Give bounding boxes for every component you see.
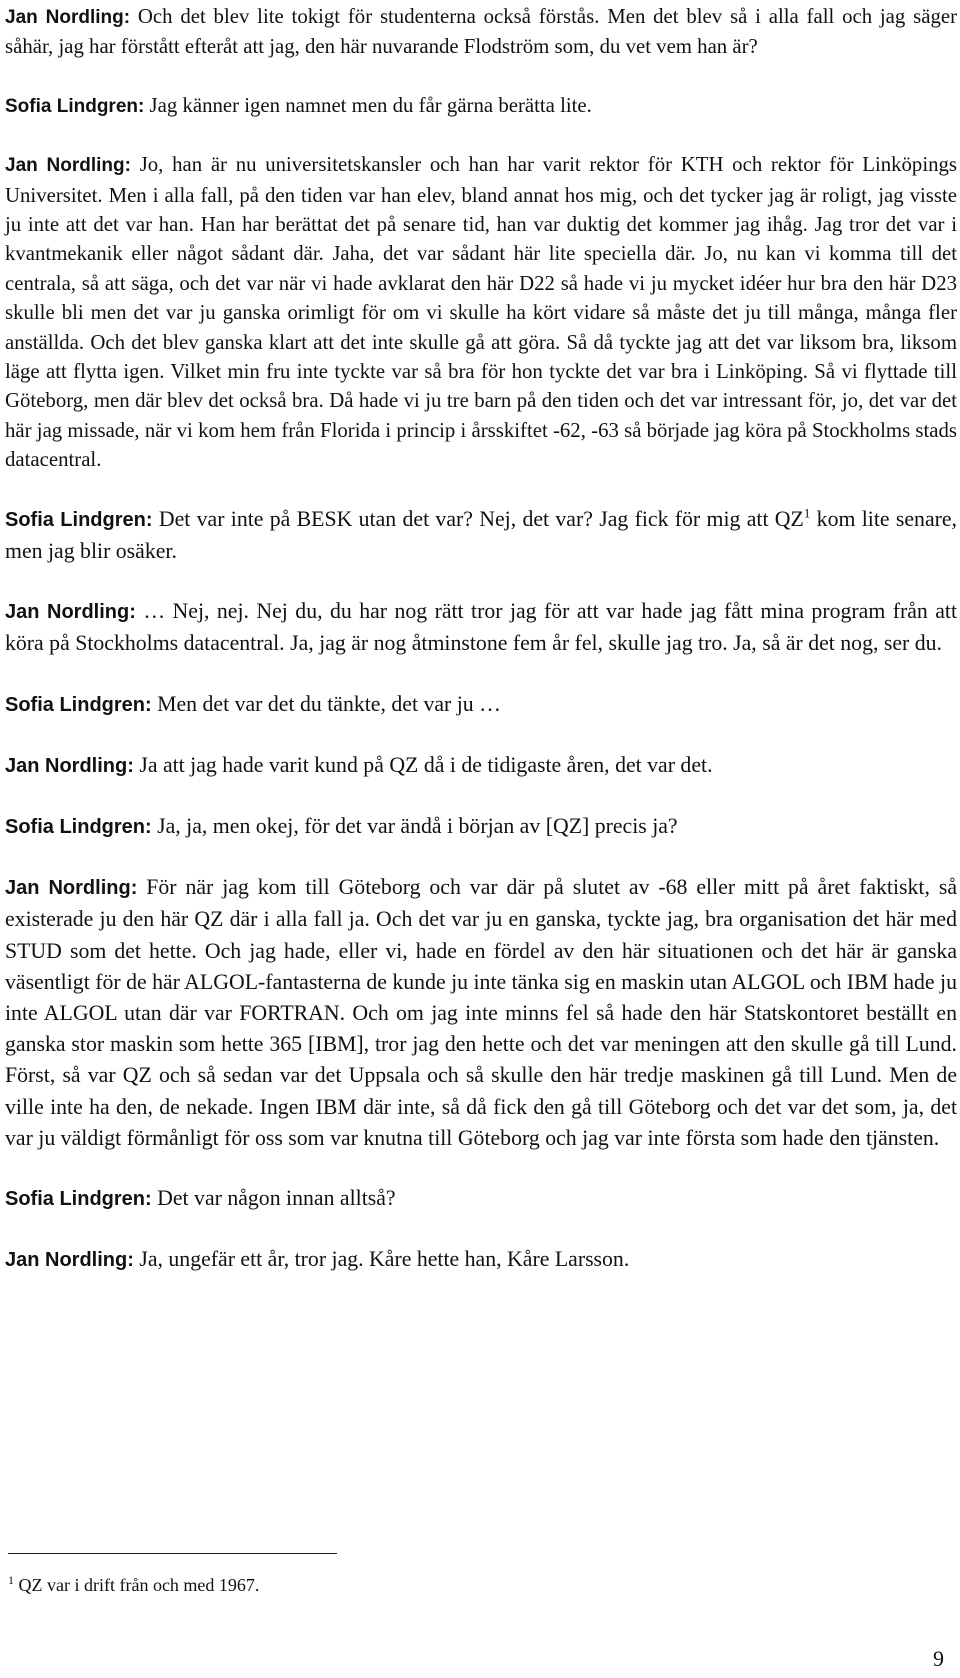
utterance-text: Ja, ungefär ett år, tror jag. Kåre hette han, Kåre Larsson. (139, 1247, 630, 1272)
transcript-paragraph (5, 2, 957, 62)
footnote-divider (8, 1553, 337, 1554)
speaker-name: Jan Nordling: (5, 877, 138, 900)
footnote-text: QZ var i drift från och med 1967. (18, 1575, 260, 1595)
transcript-paragraph (5, 811, 957, 843)
speaker-name: Sofia Lindgren: (5, 95, 145, 117)
speaker-name: Sofia Lindgren: (5, 508, 153, 531)
footnote (8, 1574, 259, 1596)
utterance-text: Ja att jag hade varit kund på QZ då i de tidigaste åren, det var det. (139, 752, 713, 777)
transcript-body (5, 0, 957, 1305)
transcript-paragraph (5, 1183, 957, 1215)
footnote-reference[interactable]: 1 (803, 505, 811, 521)
speaker-name: Jan Nordling: (5, 7, 131, 28)
transcript-paragraph (5, 872, 957, 1154)
transcript-paragraph (5, 91, 957, 121)
transcript-paragraph (5, 1244, 957, 1276)
transcript-paragraph (5, 504, 957, 567)
utterance-text: Jag känner igen namnet men du får gärna berätta lite. (149, 93, 592, 117)
utterance-text-continued: kom lite senare, men jag blir osäker. (5, 506, 958, 563)
footnote-number: 1 (8, 1573, 14, 1587)
transcript-paragraph (5, 750, 957, 782)
speaker-name: Sofia Lindgren: (5, 1187, 152, 1210)
utterance-text: Det var inte på BESK utan det var? Nej, det var? Jag fick för mig att QZ (158, 506, 804, 531)
speaker-name: Jan Nordling: (5, 601, 136, 624)
speaker-name: Jan Nordling: (5, 754, 134, 777)
speaker-name: Jan Nordling: (5, 1249, 134, 1272)
utterance-text: För när jag kom till Göteborg och var där på slutet av -68 eller mitt på året faktiskt, så existerade ju den här QZ där i alla fall ja. Och det var ju en ganska, tyckte jag, bra organisation det här med STUD som det hette. Och jag hade, eller vi, hade en fördel av den här situationen och det här är ganska väsentligt för de här ALGOL-fantasterna de kunde ju inte tänka sig en maskin utan ALGOL och IBM hade ju inte ALGOL utan där var FORTRAN. Och om jag inte minns fel så hade den här Statskontoret beställt en ganska stor maskin som hette 365 [IBM], tror jag den hette och det var meningen att den skulle gå till Lund. Först, så var QZ och så sedan var det Uppsala och så skulle den här tredje maskinen gå till Lund. Men de ville inte ha den, de nekade. Ingen IBM där inte, så då fick den gå till Göteborg och det var det som, ja, det var ju väldigt förmånligt för oss som var knutna till Göteborg och jag var inte första som hade den tjänsten. (5, 875, 958, 1150)
utterance-text: Jo, han är nu universitetskansler och han har varit rektor för KTH och rektor för Linköpings Universitet. Men i alla fall, på den tiden var han elev, bland annat hos mig, och det tycker jag är roligt, jag visste ju inte att det var han. Han har berättat det på senare tid, han var duktig det kommer jag ihåg. Jag tror det var i kvantmekanik eller något sådant där. Jaha, det var sådant här lite speciella där. Jo, nu kan vi komma till det centrala, så att säga, och det var när vi hade avklarat den här D22 så hade vi ju mycket idéer hur bra den här D23 skulle bli men det var ju ganska orimligt för om vi skulle ha kört vidare så måste det ju till många, många fler anställda. Och det blev ganska klart att det inte skulle gå att göra. Så då tyckte jag att det var liksom bra, liksom läge att flytta igen. Vilket min fru inte tyckte var så bra för hon tyckte det var bra i Linköping. Så vi flyttade till Göteborg, men där blev det också bra. Då hade vi ju tre barn på den tiden och det var intressant för, jo, det var det här jag missade, när vi kom hem från Florida i princip i årsskiftet -62, -63 så började jag köra på Stockholms stads datacentral. (5, 153, 957, 472)
document-page (5, 0, 959, 1678)
utterance-text: Och det blev lite tokigt för studenterna också förstås. Men det blev så i alla fall och jag säger såhär, jag har förstått efteråt att jag, den här nuvarande Flodström som, du vet vem han är? (5, 5, 957, 59)
page-number: 9 (933, 1646, 944, 1671)
utterance-text: Det var någon innan alltså? (157, 1185, 396, 1210)
transcript-paragraph (5, 596, 957, 659)
speaker-name: Sofia Lindgren: (5, 693, 152, 716)
utterance-text: Ja, ja, men okej, för det var ändå i början av [QZ] precis ja? (157, 813, 678, 838)
transcript-paragraph (5, 689, 957, 721)
transcript-paragraph (5, 150, 957, 474)
speaker-name: Jan Nordling: (5, 155, 131, 177)
utterance-text: … Nej, nej. Nej du, du har nog rätt tror jag för att var hade jag fått mina program från att köra på Stockholms datacentral. Ja, jag är nog åtminstone fem år fel, skulle jag tro. Ja, så är det nog, ser du. (5, 599, 958, 656)
utterance-text: Men det var det du tänkte, det var ju … (157, 691, 501, 716)
speaker-name: Sofia Lindgren: (5, 815, 152, 838)
